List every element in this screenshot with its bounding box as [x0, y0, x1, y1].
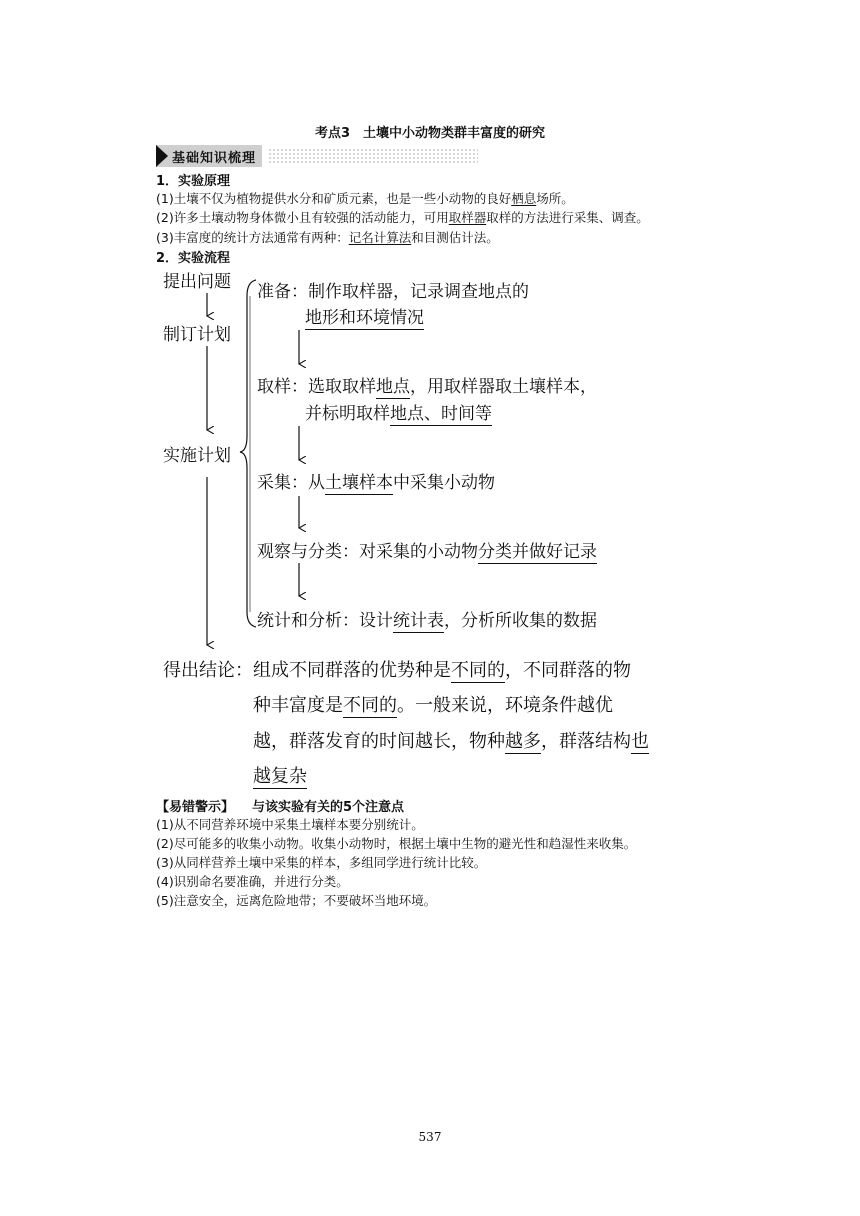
warning-item-2: (2)尽可能多的收集小动物。收集小动物时，根据土壤中生物的避光性和趋湿性来收集。: [156, 836, 637, 851]
page-title: 考点3 土壤中小动物类群丰富度的研究: [314, 126, 546, 141]
underlined-term: 取样器: [448, 210, 487, 225]
underlined-term: 记名计算法: [348, 230, 412, 245]
warning-item-4: (4)识别命名要准确，并进行分类。: [156, 874, 349, 889]
step-observe: [257, 537, 597, 562]
text: 并标明取样: [305, 404, 390, 424]
text: ，用取样器取土壤样本，: [410, 377, 597, 397]
flow-ask: 提出问题: [163, 272, 231, 292]
text: ，群落结构: [541, 731, 631, 752]
underlined-term: 土壤样本: [325, 473, 393, 493]
text: 。一般来说，环境条件越优: [397, 695, 613, 716]
text: 越，群落发育的时间越长，物种: [253, 731, 505, 752]
flow-plan: 制订计划: [163, 325, 231, 345]
step-statistics: [257, 606, 597, 631]
large-brace: [240, 280, 256, 627]
text: 得出结论：组成不同群落的优势种是: [163, 660, 451, 681]
text: 中采集小动物: [393, 473, 495, 493]
underlined-term: 地点: [376, 377, 410, 397]
warning-item-5: (5)注意安全，远离危险地带；不要破坏当地环境。: [156, 893, 437, 908]
section-1-heading: 1．实验原理: [156, 174, 231, 189]
step-collect: [257, 468, 495, 493]
step-sample-cont: [305, 399, 492, 424]
step-prepare: 准备：制作取样器，记录调查地点的: [257, 282, 529, 302]
page-number: 537: [418, 1130, 442, 1144]
conclusion-line-2: [253, 691, 613, 717]
section-2-heading: 2．实验流程: [156, 251, 231, 266]
underlined-term: 地点、时间等: [390, 404, 492, 424]
underlined-term: 分类并做好记录: [478, 542, 597, 562]
text: 采集：从: [257, 473, 325, 493]
text: ，不同群落的物: [505, 660, 631, 681]
warning-title: 与该实验有关的5个注意点: [252, 800, 405, 815]
underlined-term: 栖息: [511, 191, 537, 206]
text: (2)许多土壤动物身体微小且有较强的活动能力，可用: [156, 210, 449, 225]
warning-heading: [156, 796, 404, 815]
text: (1)土壤不仅为植物提供水分和矿质元素，也是一些小动物的良好: [156, 191, 512, 206]
conclusion-line-4: [253, 762, 307, 788]
text: (3)丰富度的统计方法通常有两种：: [156, 230, 349, 245]
text: ，分析所收集的数据: [444, 611, 597, 631]
text: 统计和分析：设计: [257, 611, 393, 631]
underlined-term: 地形和环境情况: [305, 308, 424, 328]
underlined-term: 统计表: [393, 611, 444, 631]
step-sample: [257, 372, 597, 397]
underlined-term: 越复杂: [253, 766, 307, 787]
text: 场所。: [536, 191, 574, 206]
conclusion-line-1: [163, 656, 631, 682]
underlined-term: 不同的: [343, 695, 397, 716]
warning-item-3: (3)从同样营养土壤中采集的样本，多组同学进行统计比较。: [156, 855, 487, 870]
text: 种丰富度是: [253, 695, 343, 716]
text: 取样的方法进行采集、调查。: [486, 210, 649, 225]
conclusion-line-3: [253, 727, 649, 753]
text: 和目测估计法。: [411, 230, 499, 245]
underlined-term: 越多: [505, 731, 541, 752]
warning-tag: 【易错警示】: [156, 800, 235, 815]
underlined-term: 不同的: [451, 660, 505, 681]
text: 观察与分类：对采集的小动物: [257, 542, 478, 562]
flow-do: 实施计划: [163, 446, 231, 466]
warning-item-1: (1)从不同营养环境中采集土壤样本要分别统计。: [156, 817, 424, 832]
banner-label: 基础知识梳理: [172, 150, 257, 166]
step-prepare-cont: [305, 303, 424, 328]
text: 取样：选取取样: [257, 377, 376, 397]
underlined-term: 也: [631, 731, 649, 752]
